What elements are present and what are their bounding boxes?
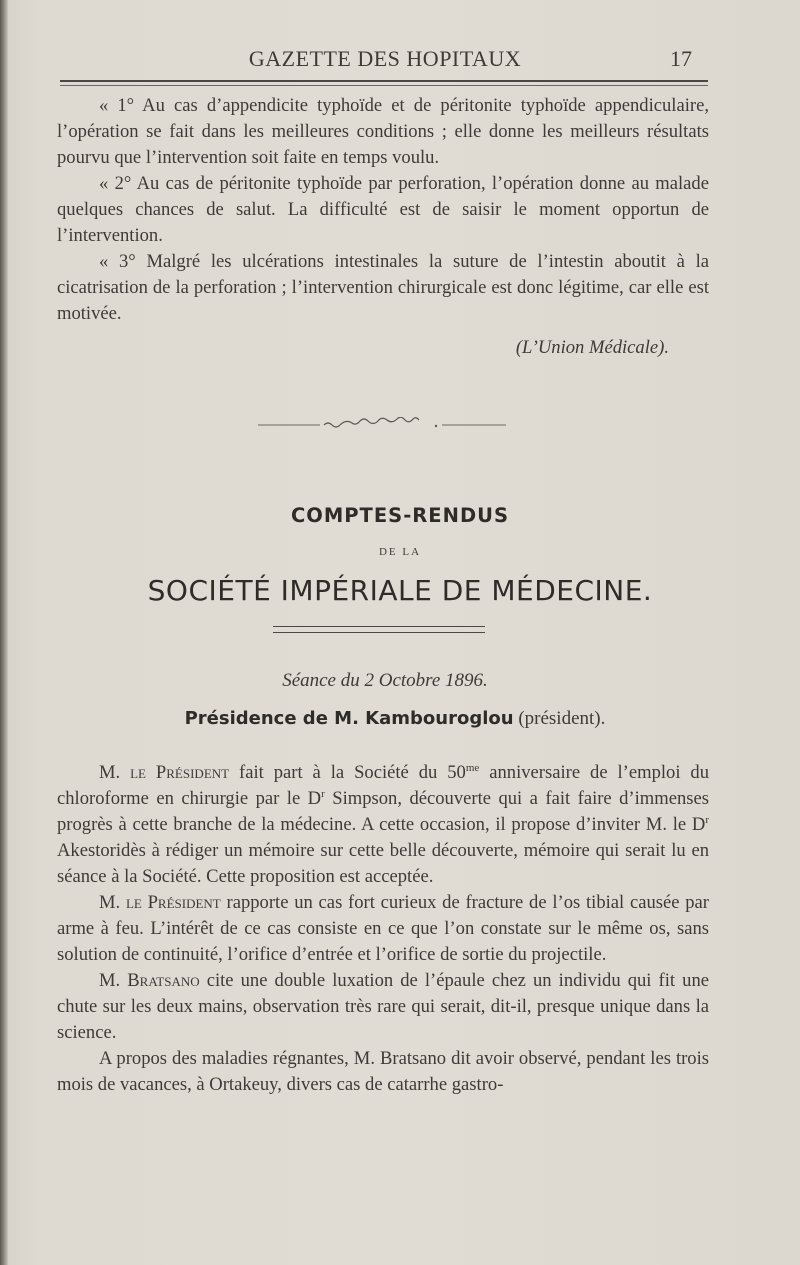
conclusion-1: « 1° Au cas d’appendicite typhoïde et de péritonite typhoïde appendiculaire, l’opération se fait dans les meilleures conditions ; elle donne les meilleurs résultats pourvu que l’intervention soit faite en temps voulu. [57, 95, 709, 168]
session-minutes [57, 760, 709, 1098]
conclusion-2: « 2° Au cas de péritonite typhoïde par perforation, l’opération donne au malade quelques chances de salut. La difficulté est de saisir le moment opportun de l’intervention. [57, 173, 709, 246]
book-gutter [0, 0, 8, 1265]
speaker-bratsano: M. Bratsano [99, 970, 200, 991]
header-rule-thin [60, 85, 708, 86]
society-title: SOCIÉTÉ IMPÉRIALE DE MÉDECINE. [147, 574, 653, 607]
running-header [60, 42, 710, 82]
speaker-president: M. le Président [99, 892, 221, 913]
minutes-paragraph-1: M. le Président fait part à la Société du $50^{me}$ anniversaire de l’emploi du chloroforme en chirurgie par le $D^r$ Simpson, découverte qui a fait faire d’immenses progrès à cette branche de la médecine. A cette occasion, il propose d’inviter M. le $D^r$ Akestoridès à rédiger un mémoire sur cette belle découverte, mémoire qui serait lu en séance à la Société. Cette proposition est acceptée. [57, 761, 710, 887]
session-date: Séance du 2 Octobre 1896. [282, 670, 488, 691]
minutes-paragraph-4: A propos des maladies régnantes, M. Bratsano dit avoir observé, pendant les trois mois de vacances, à Ortakeuy, divers cas de catarrhe gastro- [57, 1048, 709, 1095]
title-rule-bottom [273, 632, 485, 633]
presidency-name: Présidence de M. Kambouroglou [184, 708, 514, 729]
section-heading: COMPTES-RENDUS [290, 504, 510, 527]
journal-title: GAZETTE DES HOPITAUX [248, 46, 522, 71]
title-rule-top [273, 626, 485, 627]
presidency-role: (président). [518, 708, 606, 729]
ornamental-divider [258, 417, 506, 431]
conclusion-3: « 3° Malgré les ulcérations intestinales la suture de l’intestin aboutit à la cicatrisation de la perforation ; l’intervention chirurgicale est donc légitime, car elle est motivée. [57, 251, 709, 324]
quote-source: (L’Union Médicale). [515, 337, 669, 358]
minutes-paragraph-3: M. Bratsano cite une double luxation de l’épaule chez un individu qui fit une chute sur les deux mains, observation très rare qui serait, dit-il, presque unique dans la science. [57, 970, 709, 1043]
page-number: 17 [670, 46, 692, 71]
quoted-conclusions [57, 93, 709, 327]
minutes-paragraph-2: M. le Président rapporte un cas fort curieux de fracture de l’os tibial causée par arme à feu. L’intérêt de ce cas consiste en ce que l’on constate sur le même os, sans solution de continuité, l’orifice d’entrée et l’orifice de sortie du projectile. [57, 892, 709, 965]
header-rule-thick [60, 80, 708, 82]
presidency-line [0, 708, 790, 730]
speaker-president: M. le Président [99, 762, 230, 783]
section-connector: DE LA [378, 546, 422, 558]
